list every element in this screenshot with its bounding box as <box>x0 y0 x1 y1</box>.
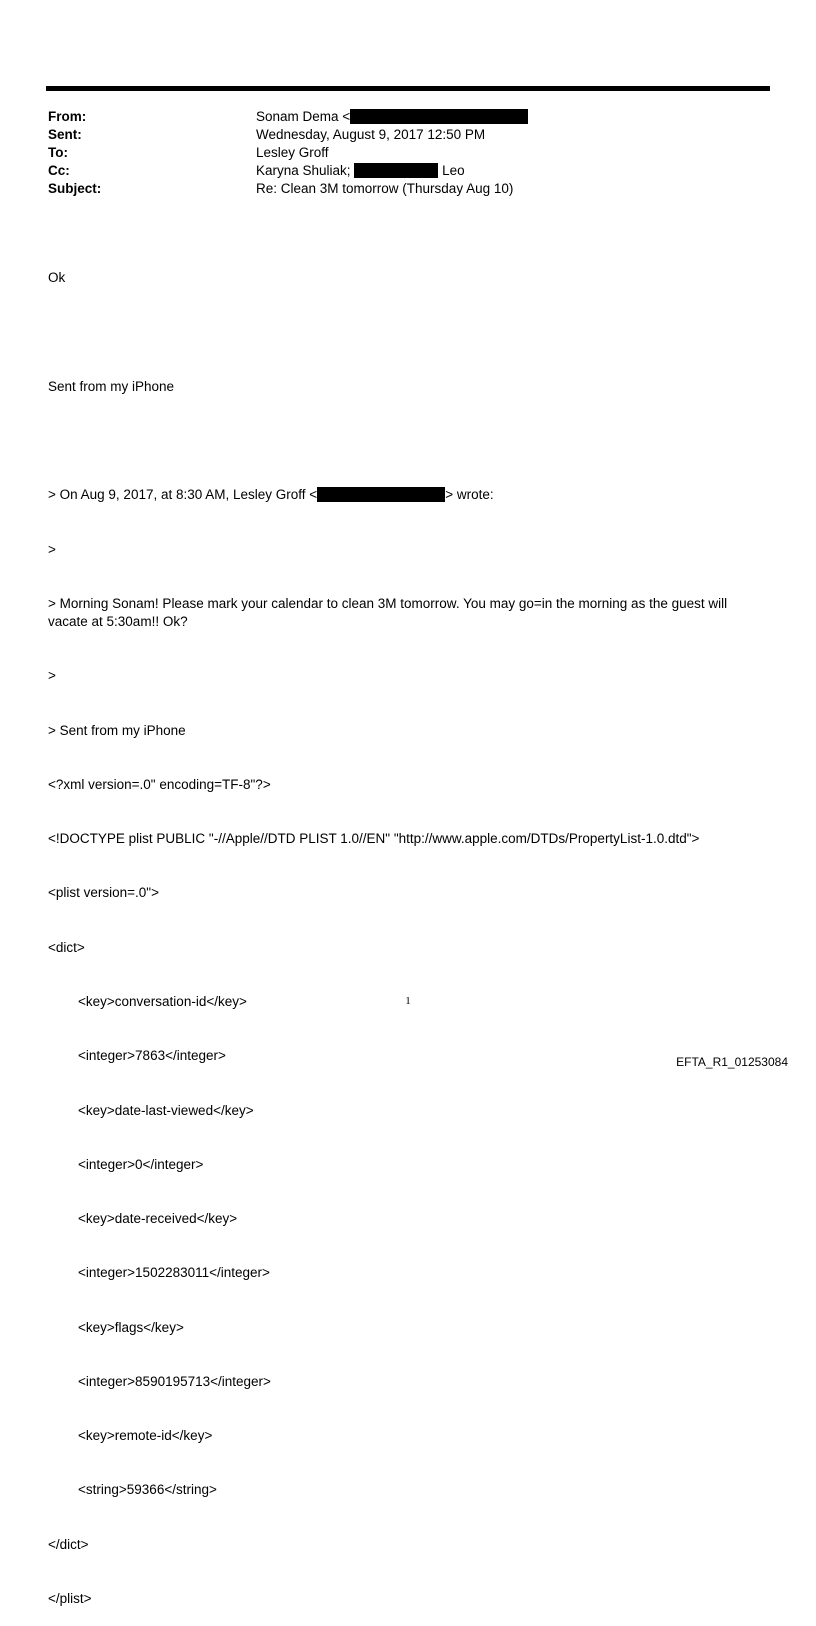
body-line: > <box>48 668 56 684</box>
cc-value <box>256 162 465 180</box>
header-label: Subject: <box>48 181 102 196</box>
body-line: > <box>48 541 56 557</box>
plist-line: <?xml version=.0" encoding=TF-8"?> <box>48 776 271 792</box>
email-body <box>48 233 768 1626</box>
quoted-header-line <box>48 486 768 504</box>
body-line: Ok <box>48 270 66 286</box>
plist-line: <integer>8590195713</integer> <box>48 1373 271 1389</box>
from-value: Sonam Dema < <box>256 109 351 124</box>
plist-line: <key>flags</key> <box>48 1319 184 1335</box>
redaction-block <box>354 163 438 178</box>
plist-line: </dict> <box>48 1536 89 1552</box>
plist-line: <key>date-last-viewed</key> <box>48 1102 254 1118</box>
plist-line: <!DOCTYPE plist PUBLIC "-//Apple//DTD PLIST 1.0//EN" "http://www.apple.com/DTDs/PropertyList-1.0.dtd"> <box>48 831 700 847</box>
plist-line: <key>remote-id</key> <box>48 1428 213 1444</box>
redaction-block <box>350 109 528 124</box>
header-rule <box>46 86 770 91</box>
document-id: EFTA_R1_01253084 <box>676 1055 788 1069</box>
quoted-header-text: > On Aug 9, 2017, at 8:30 AM, Lesley Groff < <box>48 487 318 503</box>
header-label: From: <box>48 109 87 124</box>
quoted-wrote: > wrote: <box>445 487 494 503</box>
header-label: Sent: <box>48 127 82 142</box>
body-line: > Sent from my iPhone <box>48 722 186 738</box>
plist-line: <dict> <box>48 939 85 955</box>
sent-value: Wednesday, August 9, 2017 12:50 PM <box>256 127 486 142</box>
header-label: Cc: <box>48 163 70 178</box>
plist-line: <integer>1502283011</integer> <box>48 1265 270 1281</box>
plist-line: <key>conversation-id</key> <box>48 993 247 1009</box>
cc-name-1: Karyna Shuliak; <box>256 163 351 178</box>
plist-line: </plist> <box>48 1591 92 1607</box>
plist-line: <integer>7863</integer> <box>48 1048 226 1064</box>
quoted-message: > Morning Sonam! Please mark your calendar to clean 3M tomorrow. You may go=in the morning as the guest will vacate at 5:30am!! Ok? <box>48 595 728 629</box>
plist-line: <key>date-received</key> <box>48 1211 238 1227</box>
redaction-block <box>317 487 445 502</box>
subject-value: Re: Clean 3M tomorrow (Thursday Aug 10) <box>256 181 514 196</box>
plist-line: <plist version=.0"> <box>48 885 159 901</box>
body-line <box>48 432 768 450</box>
cc-name-2: Leo <box>442 163 465 178</box>
page-number: 1 <box>405 995 411 1007</box>
body-line: Sent from my iPhone <box>48 378 175 394</box>
plist-line: <integer>0</integer> <box>48 1156 204 1172</box>
to-value: Lesley Groff <box>256 145 329 160</box>
header-label: To: <box>48 145 68 160</box>
body-line <box>48 323 768 341</box>
header-value <box>256 108 528 126</box>
plist-line: <string>59366</string> <box>48 1482 217 1498</box>
